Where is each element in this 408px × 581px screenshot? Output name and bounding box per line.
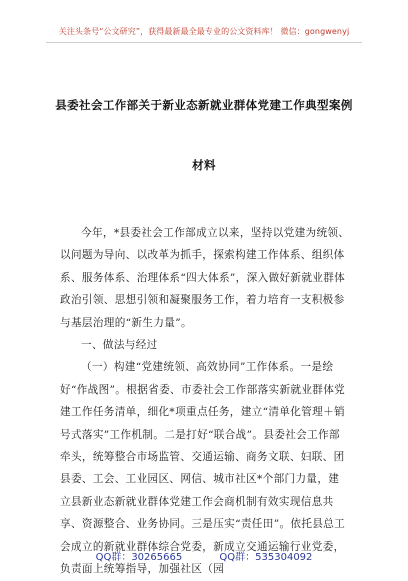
document-title: 县委社会工作部关于新业态新就业群体党建工作典型案例 (55, 98, 353, 112)
header-divider (46, 42, 362, 43)
document-body (60, 222, 350, 581)
section-heading: 一、做法与经过 (81, 339, 158, 352)
paragraph-intro: 今年，*县委社会工作部成立以来，坚持以党建为统领、以问题为导向、以改革为抓手，探索构建工作体系、组织体系、服务体系、治理体系“四大体系”，深入做好新就业群体政治引领、思想引领和凝聚服务工作，着力培育一支积极参与基层治理的“新生力量”。 (60, 227, 350, 329)
footer-qq-group-1: QQ群：30265665 (95, 552, 183, 563)
footer (0, 548, 408, 563)
footer-qq-group-2: QQ群：535304092 (219, 552, 313, 563)
document-title-continuation: 材料 (192, 158, 216, 172)
paragraph-work-system: （一）构建“党建统领、高效协同”工作体系。一是绘好“作战图”。根据省委、市委社会工作部落实新就业群体党建工作任务清单，细化*项重点任务，建立“清单化管理＋销号式落实”工作机制。二是打好“联合战”。县委社会工作部牵头，统筹整合市场监管、交通运输、商务文联、妇联、团县委、工会、工业园区、网信、城市社区*个部门力量，建立县新业态新就业群体党建工作会商机制有效实现信息共享、资源整合、业务协同。三是压实“责任田”。依托县总工会成立的新就业群体综合党委，新成立交通运输行业党委，负责面上统筹指导，加强社区（园 (60, 361, 346, 576)
header-banner: 关注头条号“公文研究”，获得最新最全最专业的公文资料库！ 微信：gongwenyj (58, 27, 350, 36)
